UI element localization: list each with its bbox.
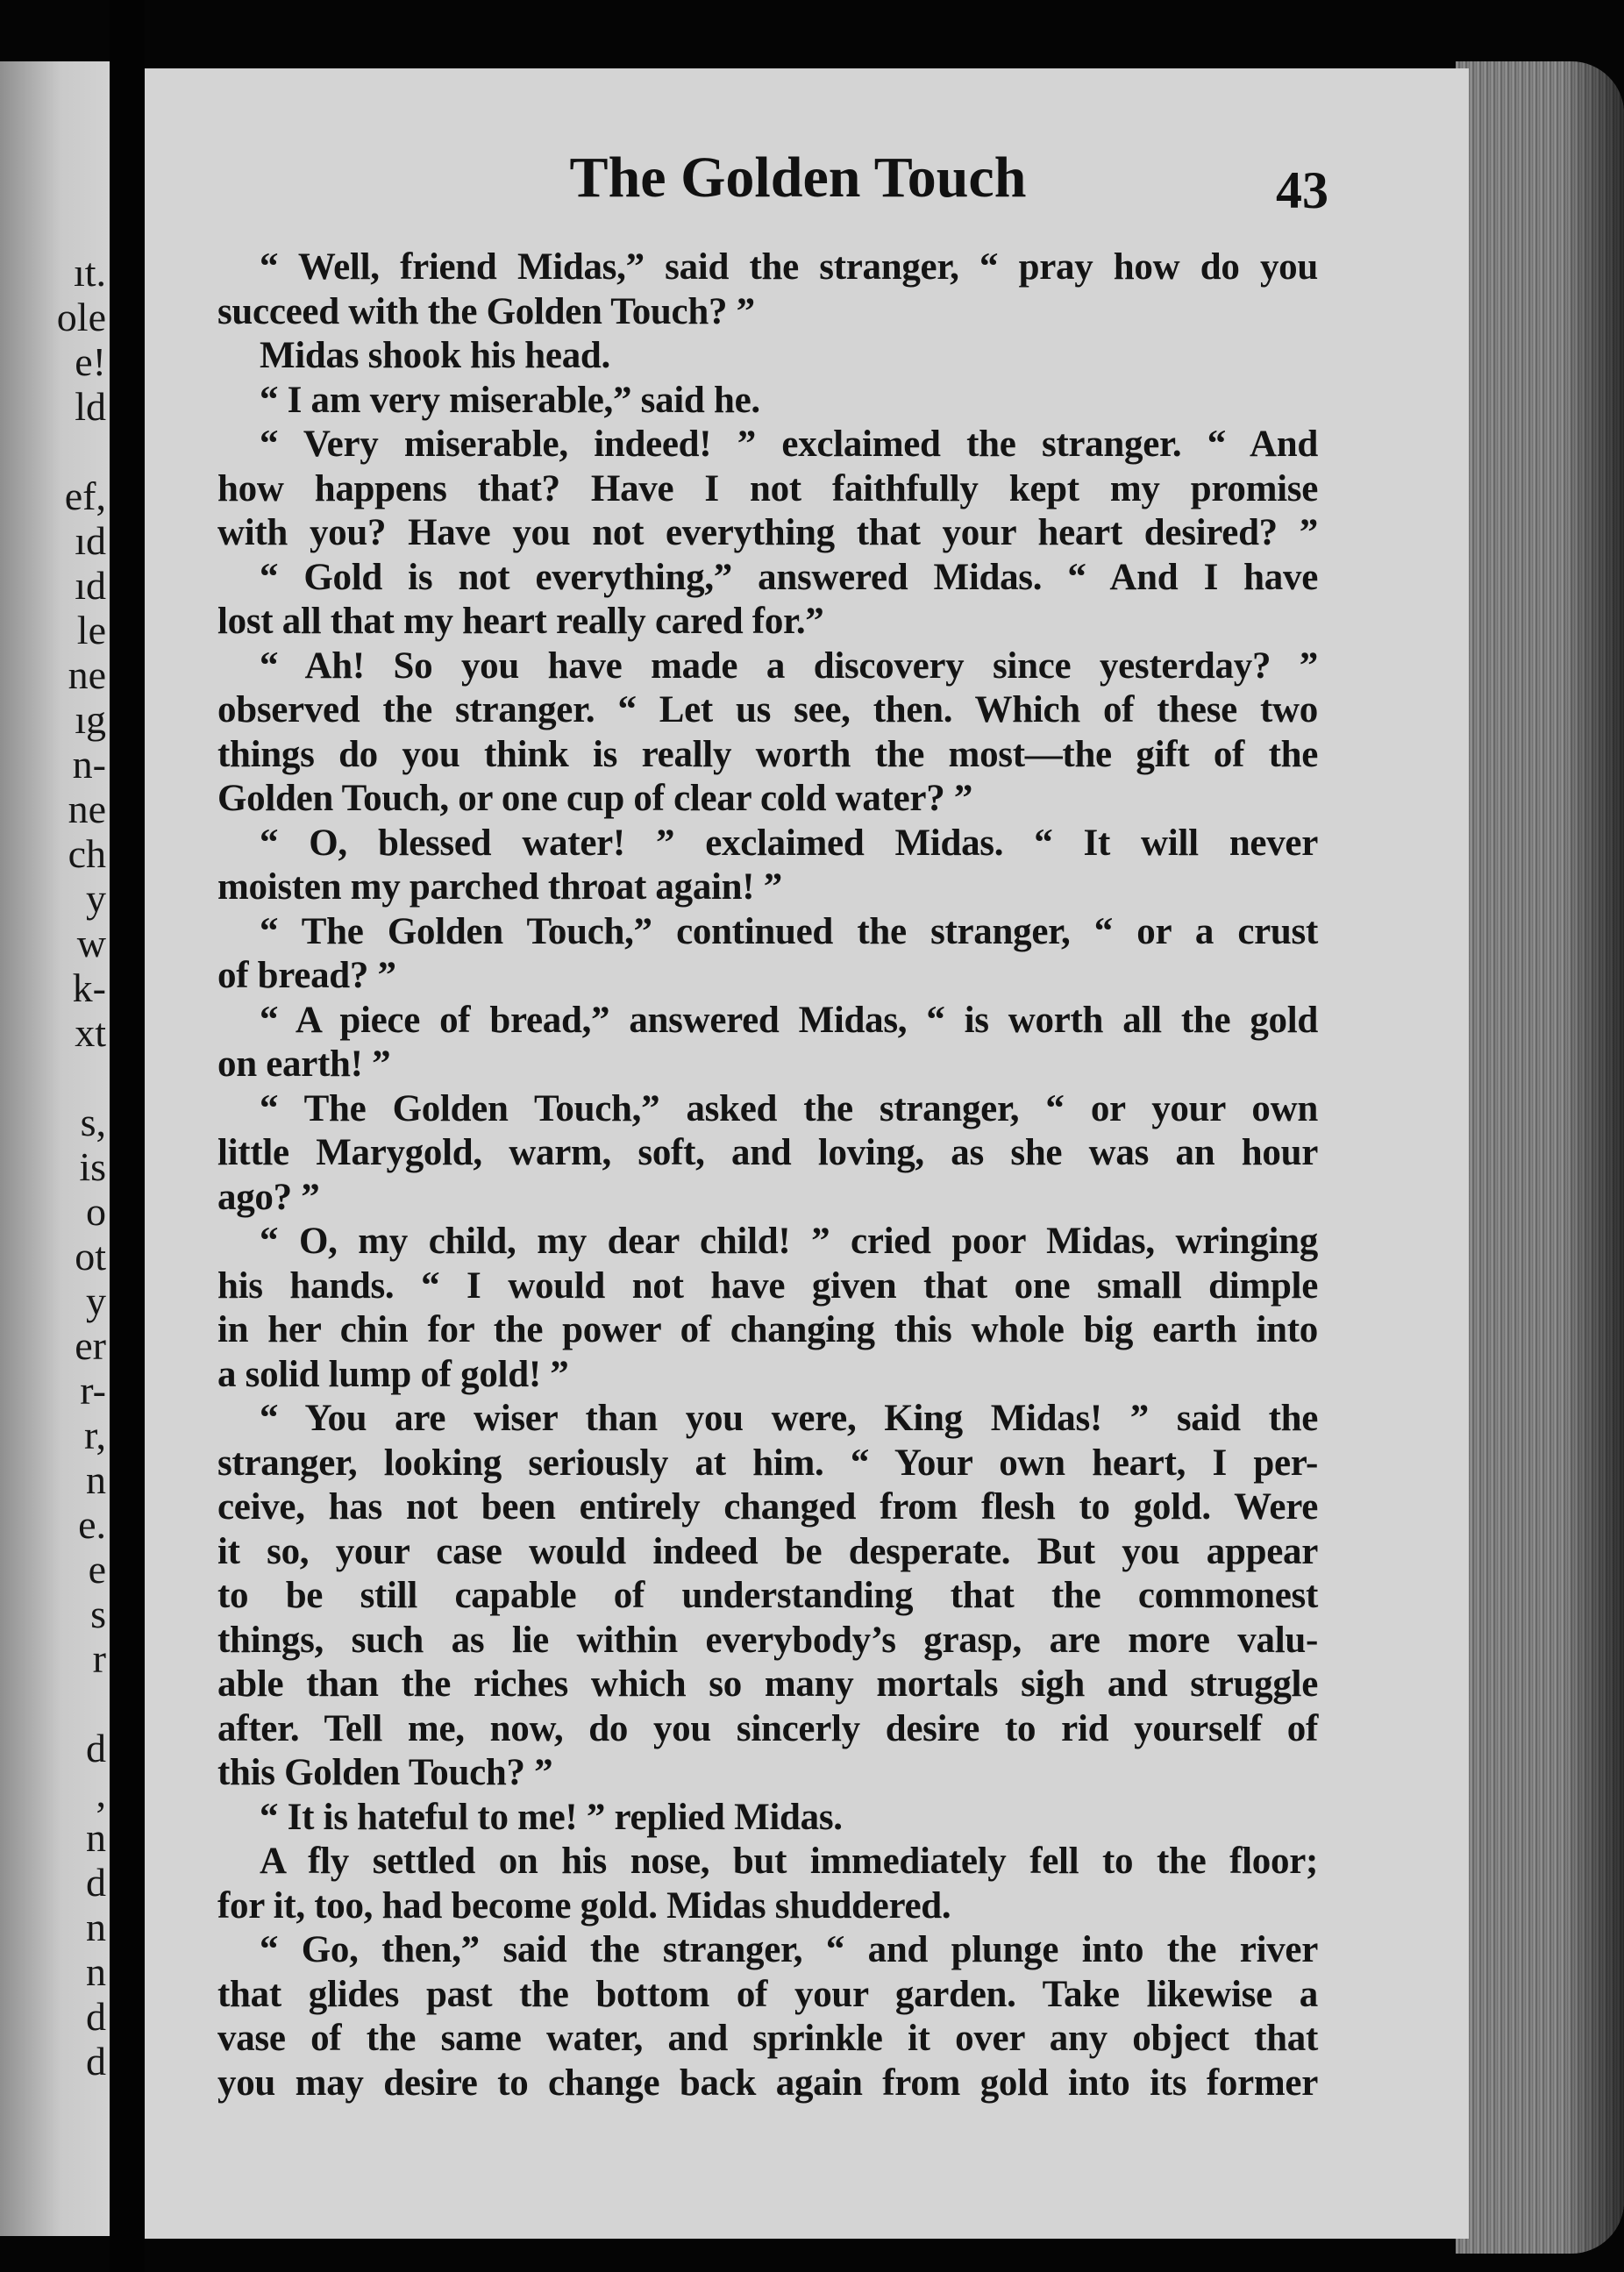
text-line: how happens that? Have I not faithfully kept my promise <box>217 467 1318 509</box>
left-page-fragment: w <box>76 921 106 965</box>
left-page-fragment <box>57 429 106 474</box>
text-line: “ You are wiser than you were, King Midas! ” said the <box>260 1398 1318 1439</box>
text-line: lost all that my heart really cared for.” <box>217 601 824 642</box>
text-line: moisten my parched throat again! ” <box>217 866 782 908</box>
text-line: that glides past the bottom of your garden. Take likewise a <box>217 1973 1318 2015</box>
left-page-fragment: ef, <box>64 474 106 518</box>
text-line: of bread? ” <box>217 955 396 996</box>
text-line: a solid lump of gold! ” <box>217 1353 569 1395</box>
left-page-fragment: xt <box>75 1010 106 1055</box>
left-page-fragment: n <box>86 1905 106 1949</box>
left-page-fragment: y <box>86 1278 106 1323</box>
text-line: to be still capable of understanding that the commonest <box>217 1575 1318 1616</box>
left-page-fragments <box>57 250 106 2083</box>
text-line: vase of the same water, and sprinkle it over any object that <box>217 2018 1318 2059</box>
left-page-fragment: er <box>75 1323 106 1368</box>
text-line: observed the stranger. “ Let us see, then. Which of these two <box>217 689 1318 730</box>
left-page-fragment: n <box>86 1949 106 1994</box>
left-page-fragment: e! <box>75 339 106 384</box>
text-line: it so, your case would indeed be desperate. But you appear <box>217 1530 1318 1572</box>
left-page-fragment: ıd <box>75 563 106 608</box>
text-line: stranger, looking seriously at him. “ Your own heart, I per- <box>217 1442 1318 1484</box>
left-page-fragment: n- <box>72 742 106 787</box>
text-line: “ Well, friend Midas,” said the stranger, “ pray how do you <box>260 246 1318 288</box>
body-text <box>217 246 1318 2105</box>
left-page-fragment: ole <box>56 295 106 339</box>
text-line: on earth! ” <box>217 1043 391 1085</box>
text-line: “ It is hateful to me! ” replied Midas. <box>260 1796 843 1838</box>
left-page-fragment: n <box>86 1815 106 1860</box>
text-line: his hands. “ I would not have given that one small dimple <box>217 1264 1318 1307</box>
left-page-edge <box>0 61 110 2236</box>
text-line: “ O, blessed water! ” exclaimed Midas. “ It will never <box>260 822 1318 864</box>
text-line: in her chin for the power of changing this whole big earth into <box>217 1309 1318 1350</box>
text-line: ago? ” <box>217 1176 320 1218</box>
left-page-fragment: ch <box>68 831 106 876</box>
left-page-fragment: e. <box>78 1502 106 1547</box>
text-line: A fly settled on his nose, but immediately fell to the floor; <box>260 1841 1318 1882</box>
text-line: “ The Golden Touch,” asked the stranger, “ or your own <box>260 1087 1318 1129</box>
text-line: “ A piece of bread,” answered Midas, “ is worth all the gold <box>260 999 1318 1041</box>
left-page-fragment: ot <box>75 1234 106 1278</box>
left-page-fragment: r- <box>80 1368 106 1413</box>
left-page-fragment: r, <box>84 1413 106 1457</box>
text-line: succeed with the Golden Touch? ” <box>217 290 755 332</box>
running-title: The Golden Touch <box>569 146 1027 210</box>
left-page-fragment: k- <box>72 965 106 1010</box>
left-page-fragment: ıt. <box>73 250 106 295</box>
text-line: “ Go, then,” said the stranger, “ and plunge into the river <box>260 1929 1318 1970</box>
left-page-fragment: o <box>86 1189 106 1234</box>
left-page-fragment <box>57 1055 106 1100</box>
text-line: “ Ah! So you have made a discovery since yesterday? ” <box>260 645 1318 687</box>
text-line: with you? Have you not everything that your heart desired? ” <box>217 512 1318 553</box>
left-page-fragment: r <box>92 1636 106 1681</box>
left-page-fragment: d <box>86 1994 106 2039</box>
text-line: this Golden Touch? ” <box>217 1752 553 1793</box>
text-line: “ The Golden Touch,” continued the stranger, “ or a crust <box>260 910 1318 952</box>
left-page-fragment: is <box>79 1144 106 1189</box>
text-line: able than the riches which so many mortals sigh and struggle <box>217 1663 1318 1705</box>
page-number: 43 <box>1276 161 1328 219</box>
left-page-fragment <box>57 1681 106 1726</box>
text-line: after. Tell me, now, do you sincerly desire to rid yourself of <box>217 1707 1318 1749</box>
left-page-fragment: s, <box>80 1100 106 1144</box>
left-page-fragment: ld <box>75 384 106 429</box>
left-page-fragment: y <box>86 876 106 921</box>
text-line: things, such as lie within everybody’s grasp, are more valu- <box>217 1619 1318 1661</box>
page-edges <box>1456 61 1624 2254</box>
text-line: “ Gold is not everything,” answered Midas. “ And I have <box>260 556 1318 598</box>
text-line: little Marygold, warm, soft, and loving, as she was an hour <box>217 1132 1318 1173</box>
left-page-fragment: ıd <box>75 518 106 563</box>
left-page-fragment: ne <box>68 652 106 697</box>
left-page-fragment: , <box>96 1770 106 1815</box>
left-page-fragment: e <box>88 1547 106 1592</box>
left-page-fragment: ne <box>68 787 106 831</box>
left-page-fragment: d <box>86 2039 106 2083</box>
text-line: “ Very miserable, indeed! ” exclaimed the stranger. “ And <box>260 424 1318 465</box>
left-page-fragment: s <box>90 1592 106 1636</box>
running-head <box>215 145 1328 219</box>
text-line: “ O, my child, my dear child! ” cried poor Midas, wringing <box>260 1221 1318 1262</box>
text-line: things do you think is really worth the most—the gift of the <box>217 733 1318 775</box>
text-line: Midas shook his head. <box>260 335 610 376</box>
book-gutter <box>110 0 145 2272</box>
left-page-fragment: n <box>86 1457 106 1502</box>
text-line: ceive, has not been entirely changed from flesh to gold. Were <box>217 1486 1318 1528</box>
text-line: “ I am very miserable,” said he. <box>260 379 760 421</box>
left-page-fragment: d <box>86 1860 106 1905</box>
left-page-fragment: d <box>86 1726 106 1770</box>
left-page-fragment: le <box>76 608 106 652</box>
text-line: you may desire to change back again from gold into its former <box>217 2062 1318 2104</box>
text-line: Golden Touch, or one cup of clear cold water? ” <box>217 778 973 819</box>
text-line: for it, too, had become gold. Midas shuddered. <box>217 1884 951 1927</box>
left-page-fragment: ıg <box>75 697 106 742</box>
